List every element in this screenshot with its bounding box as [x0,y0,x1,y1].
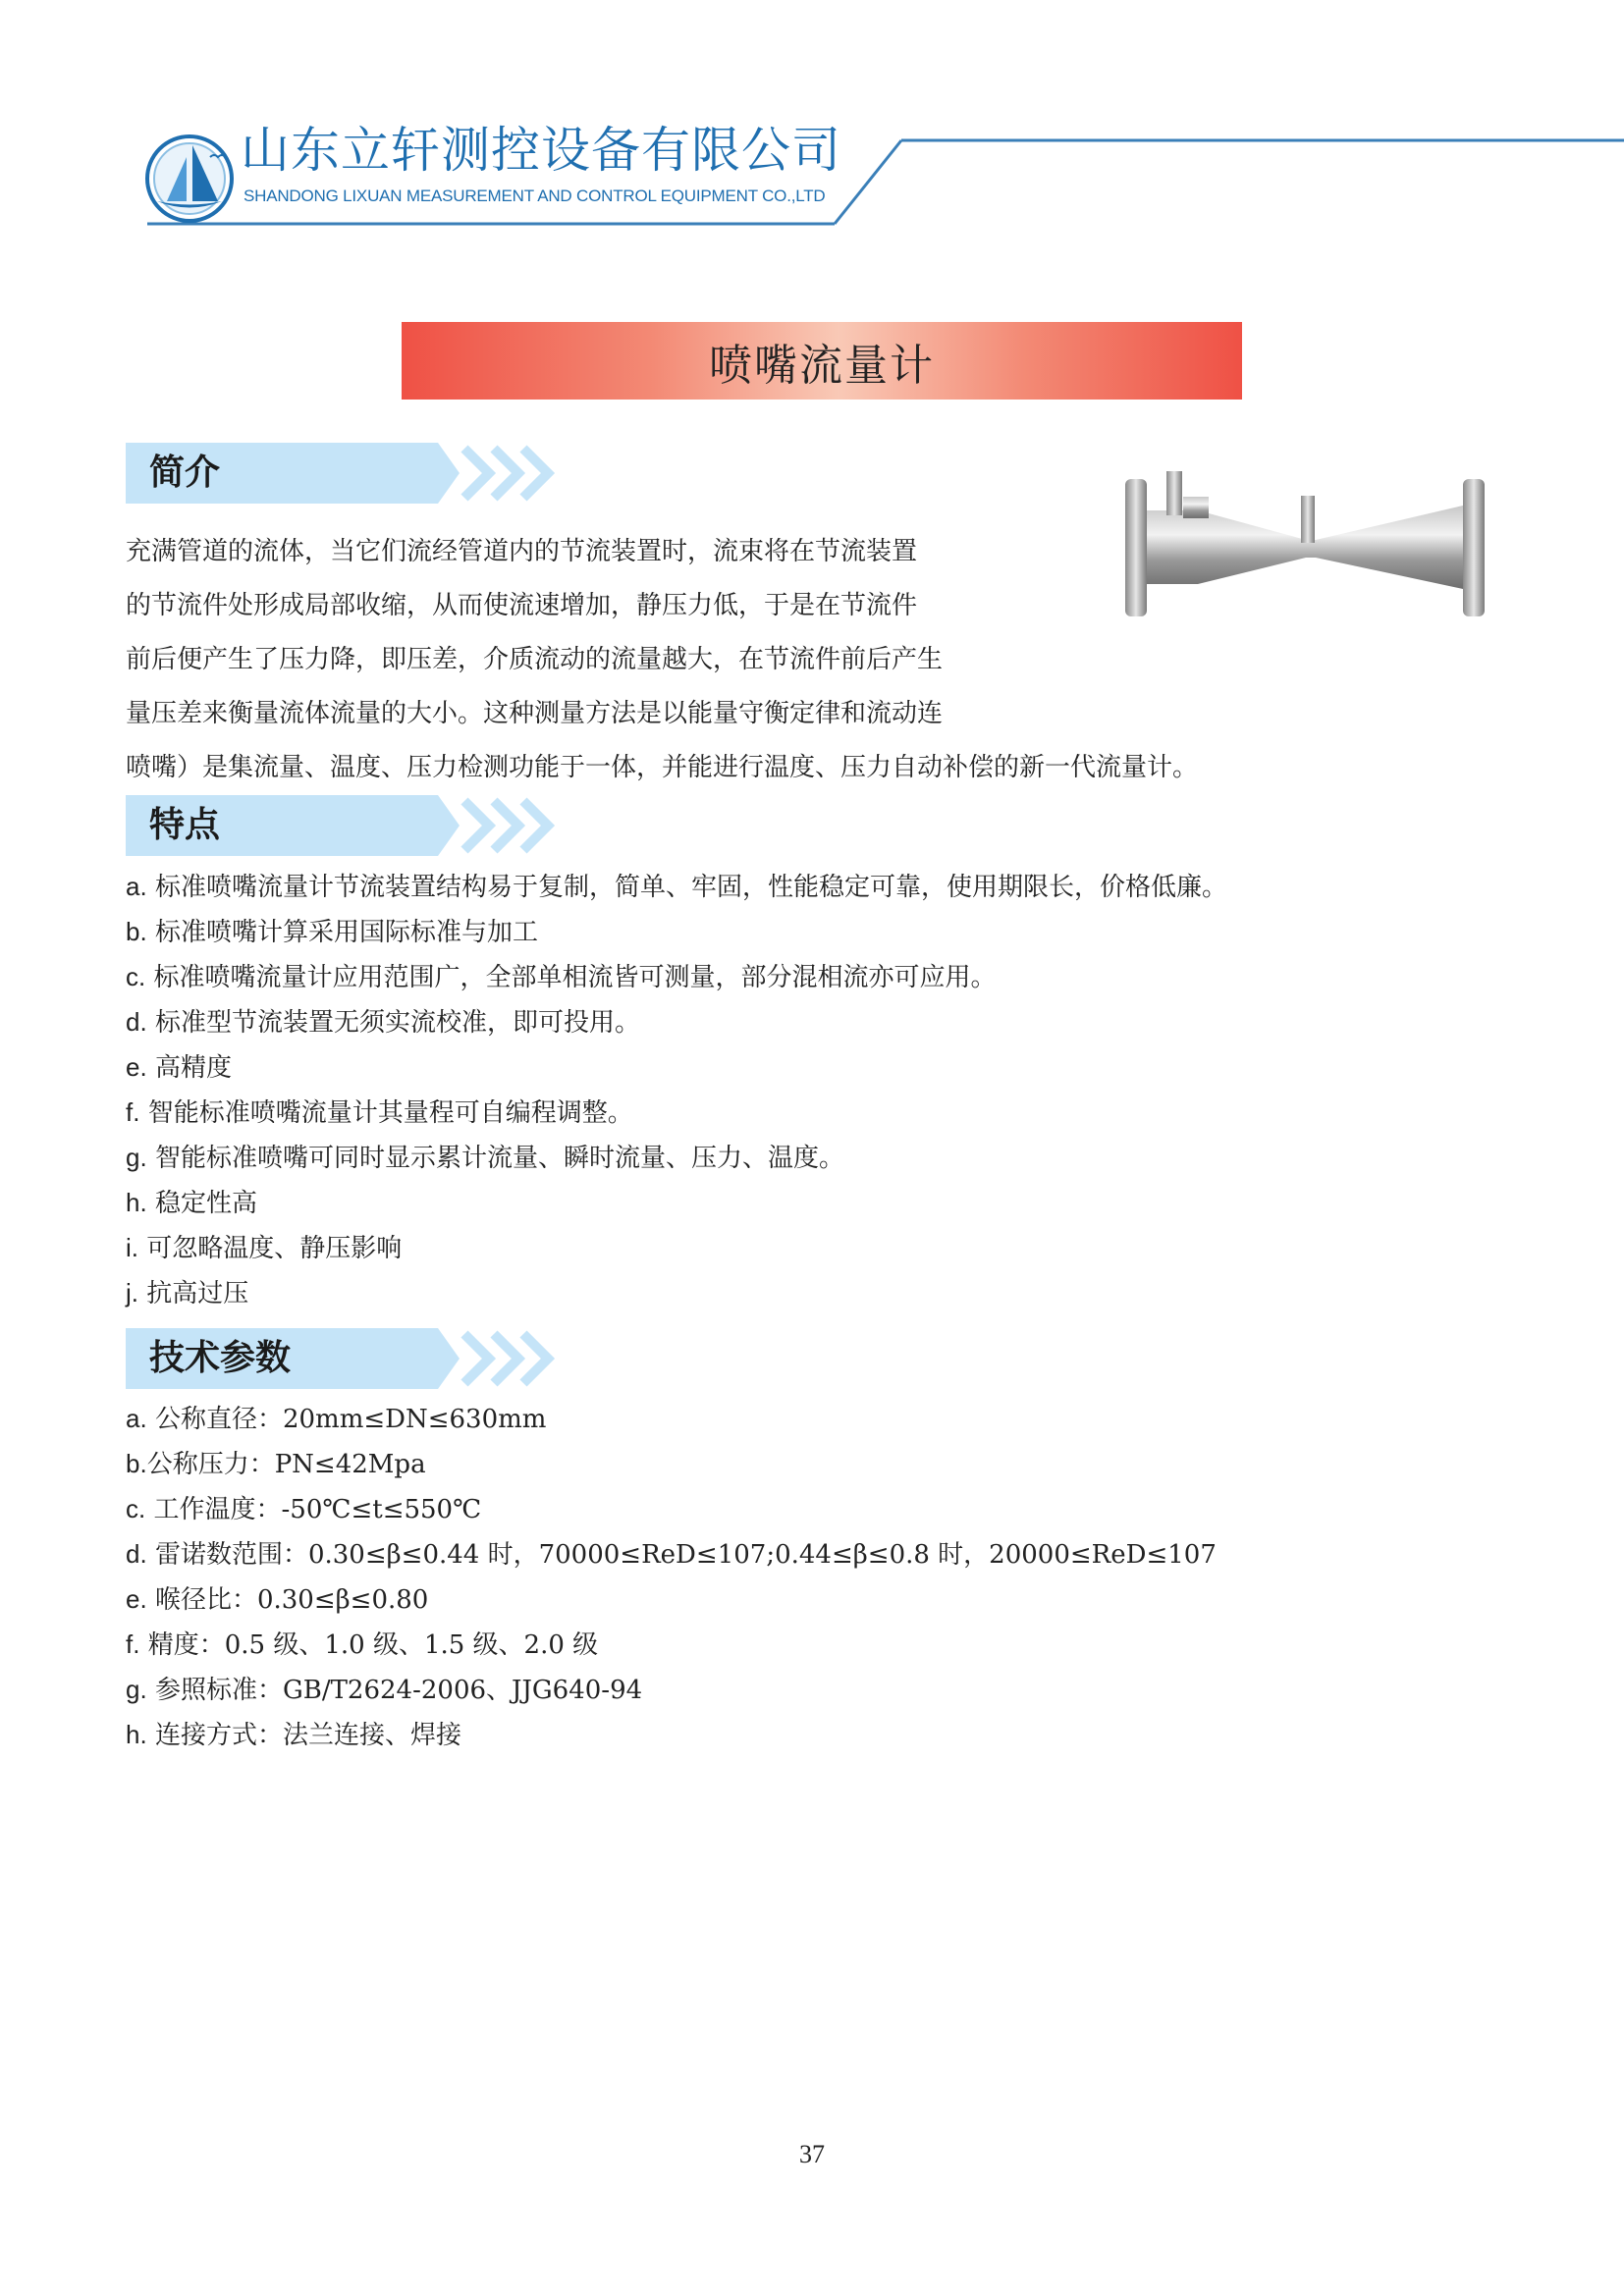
item-key: b. [126,1449,147,1478]
intro-text [126,525,1363,795]
chevrons-icon [460,1328,577,1389]
feature-item [126,954,1402,999]
feature-item [126,864,1402,909]
chevrons-icon [460,795,577,856]
spec-item [126,1622,1402,1667]
spec-item [126,1531,1402,1576]
feature-item [126,1180,1402,1225]
section-heading-label: 技术参数 [149,1338,292,1378]
intro-line: 前后便产生了压力降，即压差，介质流动的流量越大，在节流件前后产生 [126,645,944,674]
item-text: 智能标准喷嘴可同时显示累计流量、瞬时流量、压力、温度。 [154,1144,844,1173]
spec-item [126,1712,1402,1757]
chevrons-icon [460,443,577,504]
page-title: 喷嘴流量计 [709,340,935,391]
item-text: 标准型节流装置无须实流校准，即可投用。 [154,1008,640,1038]
feature-item [126,999,1402,1044]
spec-item [126,1396,1402,1441]
company-name-en: SHANDONG LIXUAN MEASUREMENT AND CONTROL EQUIPMENT CO.,LTD [244,187,826,205]
item-key: h. [126,1188,147,1217]
item-text: 稳定性高 [154,1189,257,1218]
item-key: a. [126,872,147,901]
item-text: 抗高过压 [146,1279,249,1308]
intro-line: 喷嘴）是集流量、温度、压力检测功能于一体，并能进行温度、压力自动补偿的新一代流量计。 [126,753,1199,782]
item-key: e. [126,1052,147,1082]
item-key: h. [126,1720,147,1749]
spec-item [126,1667,1402,1712]
page-number: 37 [799,2140,825,2168]
sailboat-logo-icon [147,136,232,221]
item-key: i. [126,1233,138,1262]
item-text: 雷诺数范围：0.30≤β≤0.44 时，70000≤ReD≤107;0.44≤β≤0.8 时，20000≤ReD≤107 [154,1540,1217,1570]
item-text: 高精度 [154,1053,232,1083]
section-heading-intro [126,443,572,504]
section-heading-label: 特点 [149,805,221,845]
item-key: f. [126,1629,140,1659]
item-key: c. [126,962,146,991]
feature-item [126,1225,1402,1270]
section-heading-features [126,795,572,856]
features-list [126,864,1402,1315]
item-text: 标准喷嘴流量计节流装置结构易于复制，简单、牢固，性能稳定可靠，使用期限长，价格低廉。 [154,873,1227,902]
item-text: 连接方式：法兰连接、焊接 [154,1721,461,1750]
spec-item [126,1576,1402,1622]
item-text: 可忽略温度、静压影响 [146,1234,403,1263]
feature-item [126,1270,1402,1315]
specs-list [126,1396,1402,1757]
item-key: c. [126,1494,146,1523]
item-key: f. [126,1097,140,1127]
company-name-cn: 山东立轩测控设备有限公司 [241,122,841,179]
intro-line: 充满管道的流体，当它们流经管道内的节流装置时，流束将在节流装置 [126,537,918,566]
item-key: d. [126,1539,147,1569]
spec-item [126,1441,1402,1486]
title-banner [402,322,1242,400]
item-text: 工作温度：-50℃≤t≤550℃ [153,1495,482,1524]
feature-item [126,1090,1402,1135]
item-key: j. [126,1278,138,1308]
section-heading-label: 简介 [149,453,221,493]
item-key: d. [126,1007,147,1037]
item-key: g. [126,1675,147,1704]
item-key: b. [126,917,147,946]
item-text: 标准喷嘴计算采用国际标准与加工 [154,918,538,947]
item-key: e. [126,1584,147,1614]
feature-item [126,909,1402,954]
section-heading-specs [126,1328,572,1389]
item-text: 智能标准喷嘴流量计其量程可自编程调整。 [147,1098,633,1128]
feature-item [126,1135,1402,1180]
feature-item [126,1044,1402,1090]
item-text: 标准喷嘴流量计应用范围广，全部单相流皆可测量，部分混相流亦可应用。 [153,963,997,992]
item-key: g. [126,1143,147,1172]
intro-line: 量压差来衡量流体流量的大小。这种测量方法是以能量守衡定律和流动连 [126,699,944,728]
item-text: 喉径比：0.30≤β≤0.80 [154,1585,429,1615]
item-text: 公称压力：PN≤42Mpa [146,1450,426,1479]
item-text: 参照标准：GB/T2624-2006、JJG640-94 [154,1676,643,1705]
item-text: 精度：0.5 级、1.0 级、1.5 级、2.0 级 [147,1630,599,1660]
page-header [0,0,1624,236]
intro-line: 的节流件处形成局部收缩，从而使流速增加，静压力低，于是在节流件 [126,591,918,620]
spec-item [126,1486,1402,1531]
item-key: a. [126,1404,147,1433]
item-text: 公称直径：20mm≤DN≤630mm [154,1405,547,1434]
